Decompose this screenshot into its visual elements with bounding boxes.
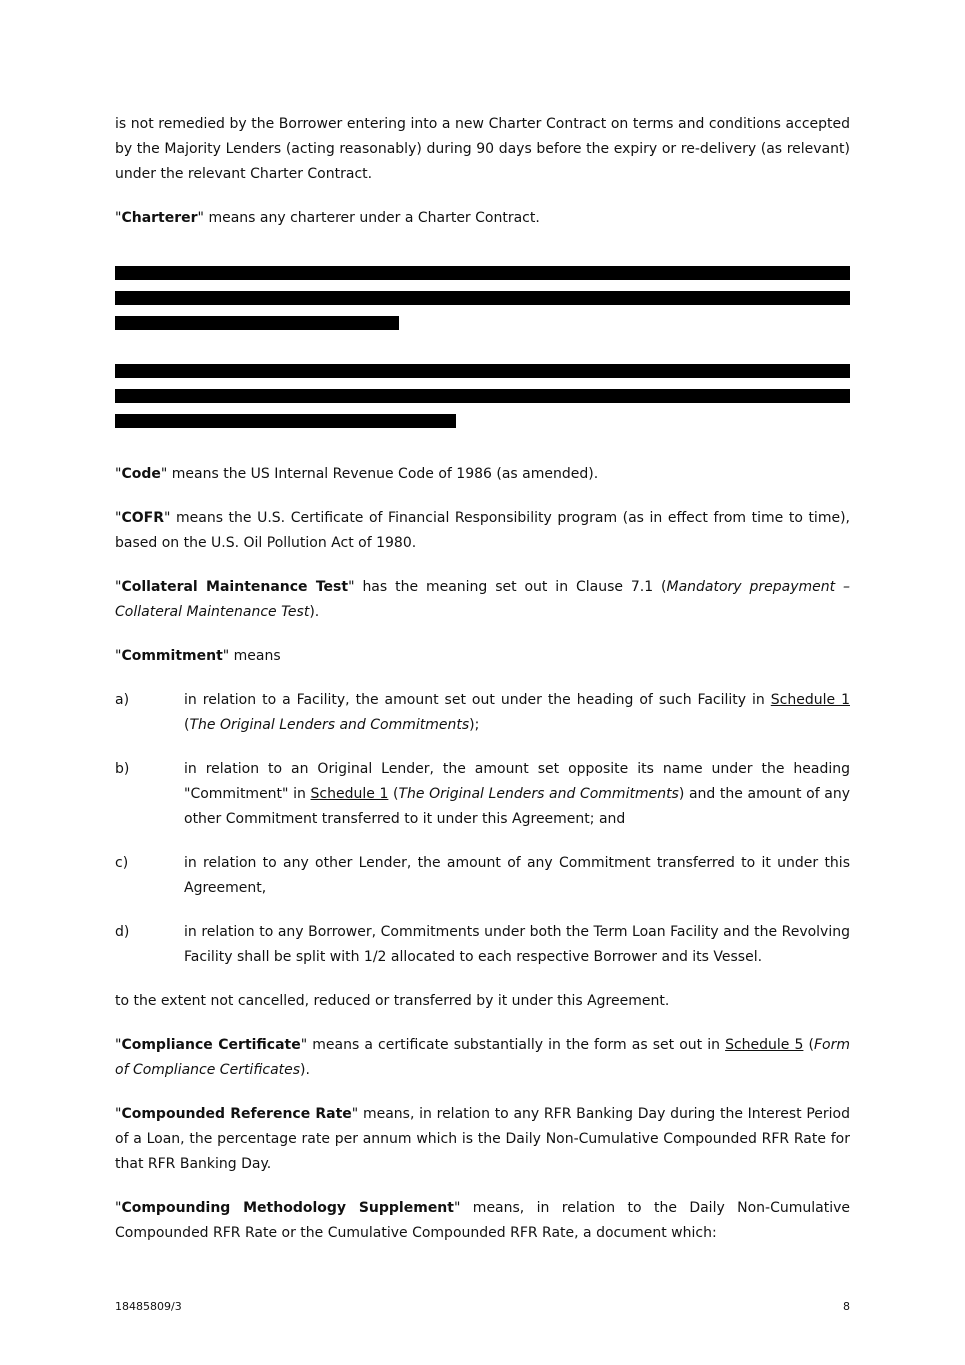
redaction-bar bbox=[115, 266, 850, 280]
list-item-label: c) bbox=[115, 855, 129, 871]
definition-compliance-certificate: "Compliance Certificate" means a certificate substantially in the form as set out in Schedule 5 (Form of Compliance Certificates). bbox=[115, 1037, 850, 1078]
list-item bbox=[115, 851, 850, 901]
definition-text: has the meaning set out in Clause 7.1 ( bbox=[354, 579, 667, 595]
definition-text: ). bbox=[309, 604, 320, 620]
definition-compounding-methodology-supplement: "Compounding Methodology Supplement" means, in relation to the Daily Non-Cumulative Compounded RFR Rate or the Cumulative Compounded RFR Rate, a document which: bbox=[115, 1200, 850, 1241]
redaction-bar bbox=[115, 291, 850, 305]
list-item-text: in relation to a Facility, the amount set out under the heading of such Facility in Schedule 1 (The Original Lenders and Commitments); bbox=[184, 692, 850, 733]
term-code: Code bbox=[121, 466, 161, 482]
schedule-link[interactable]: Schedule 5 bbox=[725, 1037, 804, 1053]
commitment-closing: to the extent not cancelled, reduced or transferred by it under this Agreement. bbox=[115, 993, 670, 1009]
schedule-link[interactable]: Schedule 1 bbox=[310, 786, 389, 802]
document-reference: 18485809/3 bbox=[115, 1300, 182, 1313]
list-item bbox=[115, 757, 850, 832]
list-item-label: d) bbox=[115, 924, 130, 940]
redaction-bar bbox=[115, 364, 850, 378]
definition-compounded-reference-rate: "Compounded Reference Rate" means, in relation to any RFR Banking Day during the Interest Period of a Loan, the percentage rate per annum which is the Daily Non-Cumulative Compounded RFR Rate for that RFR Banking Day. bbox=[115, 1106, 850, 1172]
term-compounding-methodology-supplement: Compounding Methodology Supplement bbox=[121, 1200, 454, 1216]
list-item-label: b) bbox=[115, 761, 130, 777]
definition-code: "Code" means the US Internal Revenue Code of 1986 (as amended). bbox=[115, 466, 599, 482]
definition-text: means any charterer under a Charter Contract. bbox=[204, 210, 540, 226]
document-page bbox=[115, 112, 850, 1265]
term-commitment: Commitment bbox=[121, 648, 223, 664]
definition-text: means the US Internal Revenue Code of 1986 (as amended). bbox=[167, 466, 599, 482]
list-item bbox=[115, 688, 850, 738]
definition-charterer: "Charterer" means any charterer under a Charter Contract. bbox=[115, 210, 540, 226]
term-compliance-certificate: Compliance Certificate bbox=[121, 1037, 301, 1053]
term-collateral-maintenance-test: Collateral Maintenance Test bbox=[121, 579, 349, 595]
continuation-paragraph: is not remedied by the Borrower entering into a new Charter Contract on terms and conditions accepted by the Majority Lenders (acting reasonably) during 90 days before the expiry or re-delivery (as relevant) under the relevant Charter Contract. bbox=[115, 116, 850, 182]
definition-text: means, in relation to the Daily Non-Cumulative Compounded RFR Rate or the Cumulative Compounded RFR Rate, a document which: bbox=[115, 1200, 850, 1241]
list-item-text: in relation to an Original Lender, the amount set opposite its name under the heading "Commitment" in Schedule 1 (The Original Lenders and Commitments) and the amount of any other Commitment transferred to it under this Agreement; and bbox=[184, 761, 850, 827]
schedule-link[interactable]: Schedule 1 bbox=[770, 692, 850, 708]
definition-commitment: "Commitment" means bbox=[115, 648, 281, 664]
page-number: 8 bbox=[843, 1300, 850, 1313]
list-item-text: in relation to any other Lender, the amount of any Commitment transferred to it under this Agreement, bbox=[184, 855, 850, 896]
term-compounded-reference-rate: Compounded Reference Rate bbox=[121, 1106, 352, 1122]
redaction-bar bbox=[115, 414, 456, 428]
redacted-block-1 bbox=[115, 266, 850, 330]
definition-cofr: "COFR" means the U.S. Certificate of Financial Responsibility program (as in effect from time to time), based on the U.S. Oil Pollution Act of 1980. bbox=[115, 510, 850, 551]
page-footer bbox=[115, 1300, 850, 1313]
clause-title: Mandatory prepayment – Collateral Maintenance Test bbox=[115, 579, 850, 620]
list-item bbox=[115, 920, 850, 970]
definition-text: means bbox=[229, 648, 281, 664]
list-item-text: in relation to any Borrower, Commitments under both the Term Loan Facility and the Revolving Facility shall be split with 1/2 allocated to each respective Borrower and its Vessel. bbox=[184, 924, 850, 965]
definition-text: means, in relation to any RFR Banking Day during the Interest Period of a Loan, the percentage rate per annum which is the Daily Non-Cumulative Compounded RFR Rate for that RFR Banking Day. bbox=[115, 1106, 850, 1172]
definition-collateral-maintenance-test: "Collateral Maintenance Test" has the meaning set out in Clause 7.1 (Mandatory prepayment – Collateral Maintenance Test). bbox=[115, 579, 850, 620]
list-item-label: a) bbox=[115, 692, 130, 708]
redaction-bar bbox=[115, 389, 850, 403]
redacted-block-2 bbox=[115, 364, 850, 428]
term-cofr: COFR bbox=[121, 510, 164, 526]
term-charterer: Charterer bbox=[121, 210, 198, 226]
redaction-bar bbox=[115, 316, 399, 330]
definition-text: means the U.S. Certificate of Financial Responsibility program (as in effect from time to time), based on the U.S. Oil Pollution Act of 1980. bbox=[115, 510, 850, 551]
